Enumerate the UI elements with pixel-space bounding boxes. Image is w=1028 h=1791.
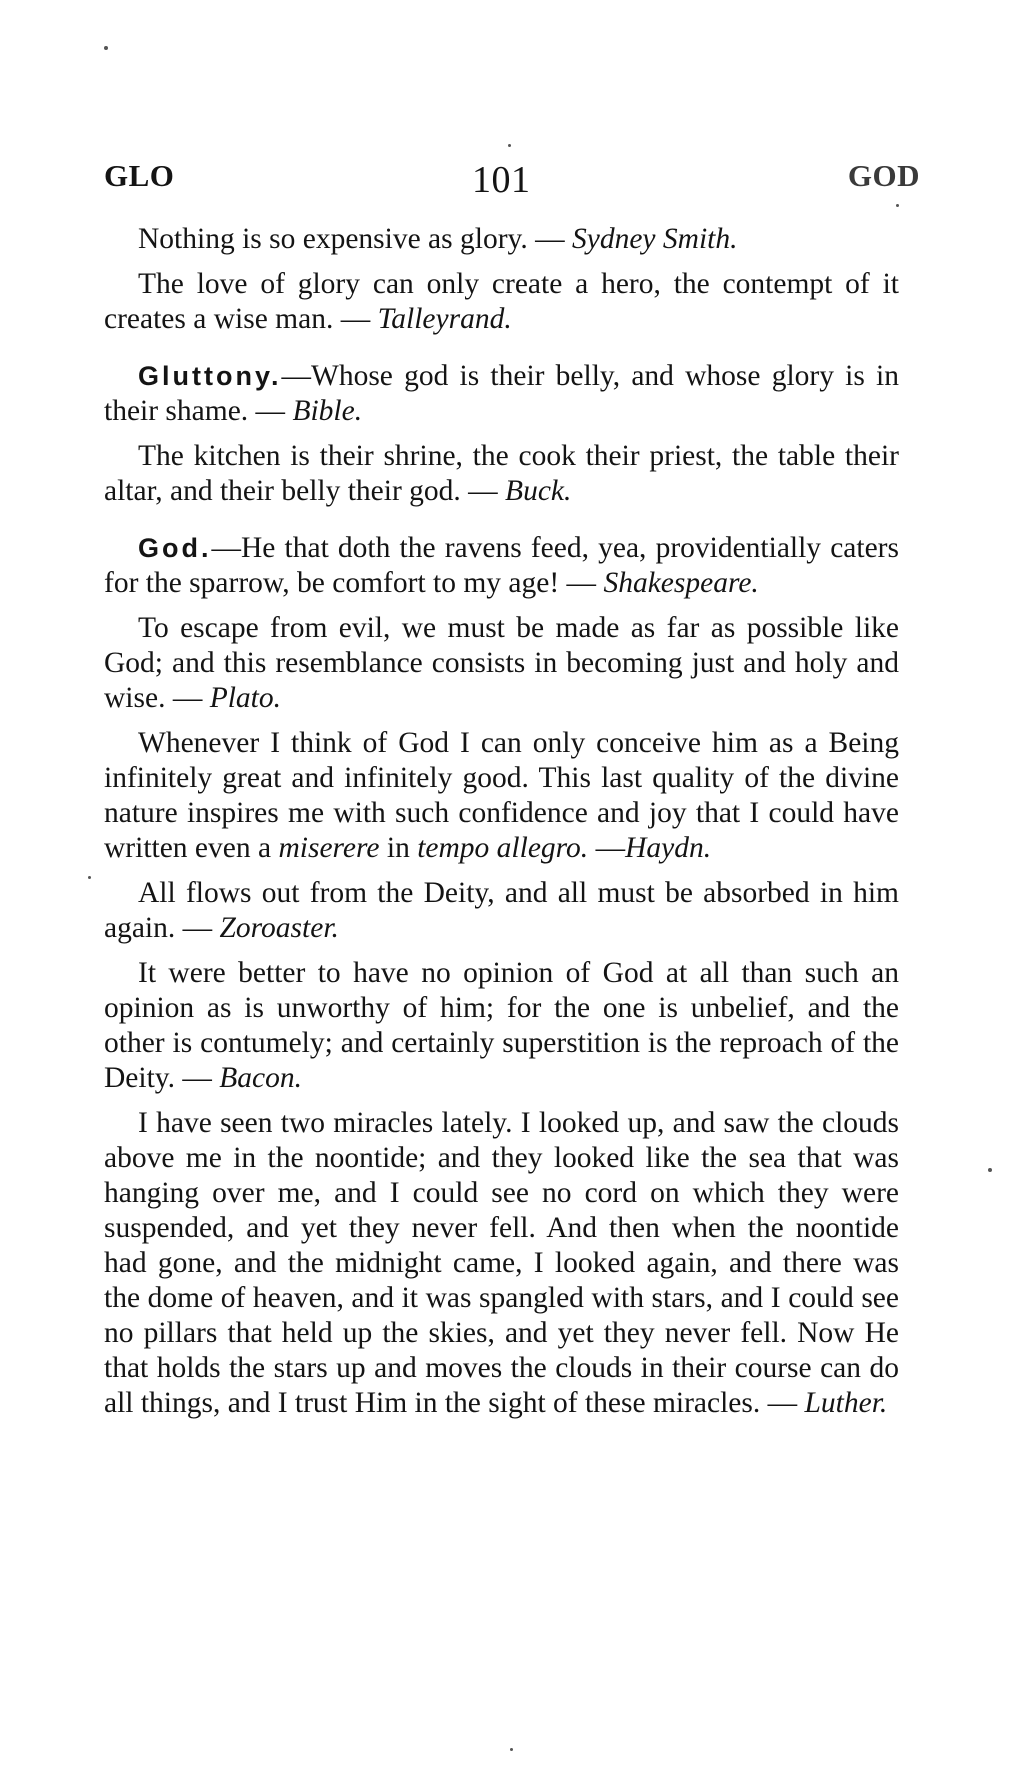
- quote-text: —He that doth the ravens feed, yea, providentially caters for the sparrow, be comfort to my age! —: [104, 532, 899, 599]
- quote-text: Nothing is so expensive as glory. —: [138, 223, 565, 255]
- quote-author: Sydney Smith.: [572, 223, 738, 255]
- quote-author: Haydn.: [625, 832, 712, 864]
- entry-keyword: Gluttony.: [138, 361, 282, 391]
- running-head-right: GOD: [847, 158, 920, 193]
- quote-author: Buck.: [505, 475, 572, 507]
- page-number: 101: [472, 159, 531, 201]
- quote-author: Shakespeare.: [603, 567, 759, 599]
- ink-speck: [508, 144, 511, 147]
- quote-dash: —: [595, 832, 626, 864]
- quote-text: It were better to have no opinion of God at all than such an opinion as is unworthy of him; for the one is unbelief, and the other is contumely; and certainly superstition is the reproach of the Deity. —: [104, 957, 899, 1094]
- quote-italic-term: miserere: [278, 832, 380, 864]
- ink-speck: [988, 1168, 992, 1172]
- quote-author: Talleyrand.: [377, 303, 512, 335]
- running-head-left: GLO: [104, 158, 175, 193]
- quote: [104, 956, 899, 1096]
- quote-text: The kitchen is their shrine, the cook their priest, the table their altar, and their belly their god. —: [104, 440, 899, 507]
- quote: [104, 531, 899, 601]
- quote-text: —Whose god is their belly, and whose glory is in their shame. —: [104, 360, 899, 427]
- quote: [104, 439, 899, 509]
- quote-author: Bacon.: [219, 1062, 302, 1094]
- quote: [104, 222, 899, 257]
- quote-author: Plato.: [209, 682, 281, 714]
- quote-text: To escape from evil, we must be made as far as possible like God; and this resemblance consists in becoming just and holy and wise. —: [104, 612, 899, 714]
- entry-keyword: God.: [138, 533, 212, 563]
- quote-italic-term: tempo allegro.: [417, 832, 589, 864]
- quote: [104, 611, 899, 716]
- quote-author: Bible.: [292, 395, 363, 427]
- ink-speck: [104, 46, 108, 50]
- quote-author: Zoroaster.: [219, 912, 339, 944]
- quote-author: Luther.: [804, 1387, 888, 1419]
- ink-speck: [896, 204, 899, 207]
- quote: [104, 726, 899, 866]
- ink-speck: [510, 1748, 513, 1751]
- quote-text: The love of glory can only create a hero, the contempt of it creates a wise man. —: [104, 268, 899, 335]
- quote-text: in: [386, 832, 410, 864]
- ink-speck: [88, 876, 91, 879]
- quote-text: Whenever I think of God I can only conceive him as a Being infinitely great and infinitely good. This last quality of the divine nature inspires me with such confidence and joy that I could have written even a: [104, 727, 899, 864]
- quote-text: All flows out from the Deity, and all must be absorbed in him again. —: [104, 877, 899, 944]
- quote-text: I have seen two miracles lately. I looked up, and saw the clouds above me in the noontide; and they looked like the sea that was hanging over me, and I could see no cord on which they were suspended, and yet they never fell. And then when the noontide had gone, and the midnight came, I looked again, and there was the dome of heaven, and it was spangled with stars, and I could see no pillars that held up the skies, and yet they never fell. Now He that holds the stars up and moves the clouds in their course can do all things, and I trust Him in the sight of these miracles. —: [104, 1107, 899, 1419]
- quote: [104, 876, 899, 946]
- quote: [104, 1106, 899, 1421]
- quote: [104, 267, 899, 337]
- quotations: [104, 222, 899, 1431]
- quote: [104, 359, 899, 429]
